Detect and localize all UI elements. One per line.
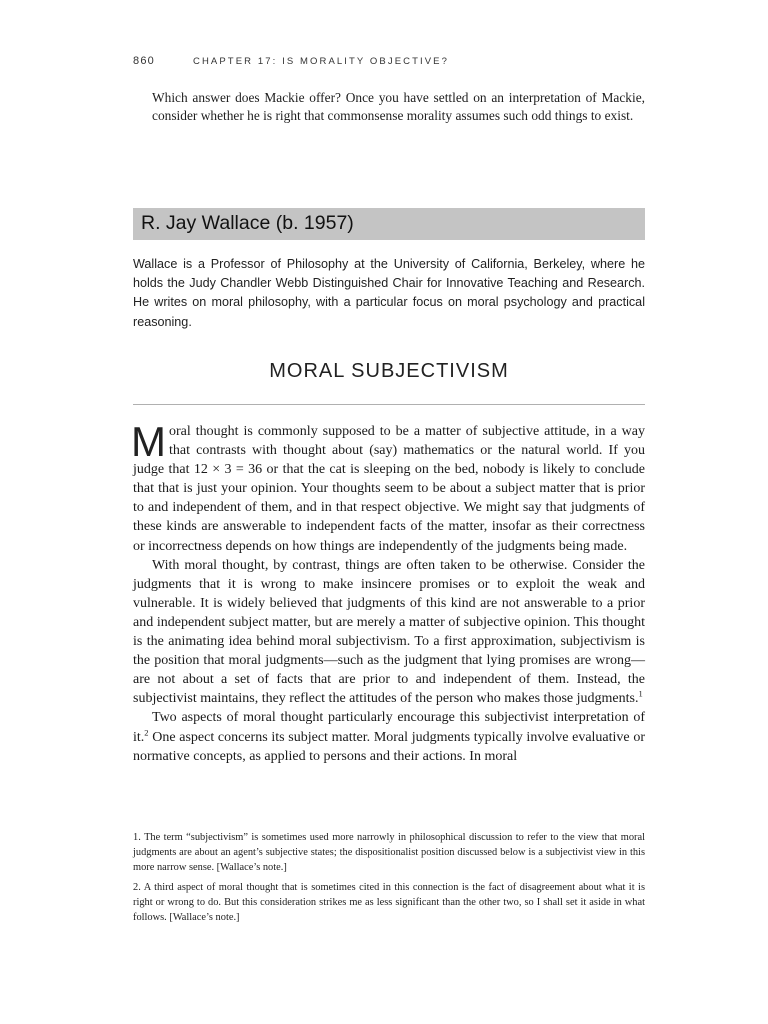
- paragraph-1: [131, 418, 645, 556]
- paragraph-2-text: With moral thought, by contrast, things are often taken to be otherwise. Consider the judgments that it is wrong to make insincere promises or to exploit the weak and vulnerable. It is widely believed that judgments of this kind are not answerable to a prior and independent subject matter, but are merely a matter of subjective opinion. This thought is the animating idea behind moral subjectivism. To a first approximation, subjectivism is the position that moral judgments—such as the judgment that lying promises are wrong—are not about a set of facts that are prior to and independent of them. Instead, the subjectivist maintains, they reflect the attitudes of the person who makes those judgments.: [133, 557, 645, 707]
- paragraph-3-text-b: One aspect concerns its subject matter. Moral judgments typically involve evaluative or normative concepts, as applied to persons and their actions. In moral: [133, 729, 645, 764]
- article-body: [131, 418, 645, 766]
- page-number: 860: [133, 55, 155, 67]
- page-header: [133, 55, 645, 67]
- footnote-ref-2[interactable]: 2: [144, 726, 149, 737]
- paragraph-2: [133, 556, 645, 709]
- author-heading-bar: [133, 208, 645, 240]
- footnote-1: 1. The term “subjectivism” is sometimes used more narrowly in philosophical discussion to refer to the view that moral judgments are about an agent’s subjective states; the dispositionalist position discussed below is a subjectivist view in this more narrow sense. [Wallace’s note.]: [133, 832, 645, 874]
- footnote-ref-1[interactable]: 1: [638, 688, 643, 699]
- footnote-2: 2. A third aspect of moral thought that is sometimes cited in this connection is the fact of disagreement about what it is right or wrong to do. But this consideration strikes me as less significant than the other two, so I shall set it aside in what follows. [Wallace’s note.]: [133, 881, 645, 924]
- footnotes: [133, 830, 645, 929]
- author-heading: R. Jay Wallace (b. 1957): [141, 212, 354, 234]
- paragraph-3: [133, 708, 645, 765]
- author-bio: Wallace is a Professor of Philosophy at the University of California, Berkeley, where he holds the Judy Chandler Webb Distinguished Chair for Innovative Teaching and Research. He writes on moral philosophy, with a particular focus on moral psychology and practical reasoning.: [133, 257, 645, 329]
- paragraph-3-text-a: Two aspects of moral thought particularly encourage this subjectivist interpretation of it.: [133, 710, 645, 745]
- article-title: MORAL SUBJECTIVISM: [269, 360, 509, 382]
- title-divider: [133, 404, 645, 405]
- running-head: CHAPTER 17: IS MORALITY OBJECTIVE?: [193, 56, 449, 67]
- paragraph-1-text: oral thought is commonly supposed to be a matter of subjective attitude, in a way that contrasts with thought about (say) mathematics or the natural world. If you judge that 12 × 3 = 36 or that the cat is sleeping on the bed, nobody is likely to conclude that that is just your opinion. Your thoughts seem to be about a subject matter that is prior to and independent of them, and in that respect objective. We might say that judgments of these kinds are answerable to independent facts of the matter, insofar as their correctness or incorrectness depends on how things are independently of the judgments being made.: [133, 424, 645, 554]
- study-question: Which answer does Mackie offer? Once you have settled on an interpretation of Mackie, consider whether he is right that commonsense morality assumes such odd things to exist.: [152, 90, 645, 123]
- drop-cap: M: [131, 418, 166, 465]
